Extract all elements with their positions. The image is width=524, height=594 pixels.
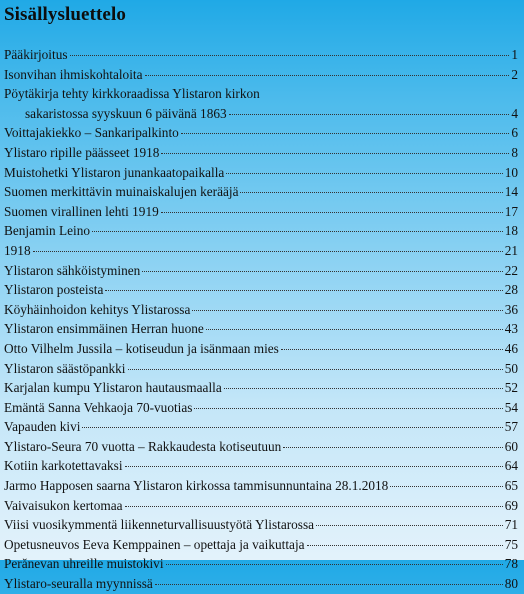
toc-entry-title: Jarmo Happosen saarna Ylistaron kirkossa tammisunnuntaina 28.1.2018 bbox=[4, 478, 389, 494]
toc-entry-page-number: 50 bbox=[504, 360, 518, 376]
dot-leader bbox=[206, 328, 503, 330]
toc-entry[interactable] bbox=[4, 378, 518, 398]
toc-entry-title: Pöytäkirja tehty kirkkoraadissa Ylistaron kirkon bbox=[4, 86, 260, 102]
toc-entry[interactable] bbox=[4, 300, 518, 320]
dot-leader bbox=[70, 54, 510, 56]
dot-leader bbox=[128, 368, 503, 370]
toc-entry-page-number: 78 bbox=[504, 556, 518, 572]
toc-entry-title: Ylistaro ripille päässeet 1918 bbox=[4, 144, 160, 160]
toc-entry-title: Ylistaron säästöpankki bbox=[4, 360, 126, 376]
dot-leader bbox=[390, 485, 502, 487]
toc-entry-page-number: 75 bbox=[504, 536, 518, 552]
dot-leader bbox=[283, 446, 502, 448]
dot-leader bbox=[82, 426, 502, 428]
toc-entry[interactable] bbox=[4, 280, 518, 300]
toc-entry-title: Suomen virallinen lehti 1919 bbox=[4, 203, 159, 219]
toc-entry-page-number: 64 bbox=[504, 458, 518, 474]
dot-leader bbox=[316, 524, 503, 526]
toc-entry[interactable] bbox=[4, 143, 518, 163]
toc-entry-page-number: 21 bbox=[504, 242, 518, 258]
toc-entry-page-number: 71 bbox=[504, 517, 518, 533]
toc-entry-page-number: 52 bbox=[504, 380, 518, 396]
toc-entry[interactable] bbox=[4, 456, 518, 476]
toc-entry[interactable] bbox=[4, 163, 518, 183]
dot-leader bbox=[155, 583, 503, 585]
toc-entry-page-number: 17 bbox=[504, 203, 518, 219]
dot-leader bbox=[125, 505, 503, 507]
toc-entry-title: Ylistaron sähköistyminen bbox=[4, 262, 141, 278]
toc-entry-page-number: 18 bbox=[504, 223, 518, 239]
toc-entry[interactable] bbox=[4, 437, 518, 457]
toc-entry-title: Ylistaron posteista bbox=[4, 282, 104, 298]
toc-entry[interactable] bbox=[4, 359, 518, 379]
toc-entry-title: Ylistaron ensimmäinen Herran huone bbox=[4, 321, 204, 337]
toc-entry-title: Perănevan uhreille muistokivi bbox=[4, 556, 164, 572]
toc-entry-title: Köyhäinhoidon kehitys Ylistarossa bbox=[4, 301, 191, 317]
toc-entry[interactable] bbox=[4, 261, 518, 281]
dot-leader bbox=[194, 407, 502, 409]
toc-entry[interactable] bbox=[4, 515, 518, 535]
toc-entry[interactable] bbox=[4, 535, 518, 555]
dot-leader bbox=[33, 250, 503, 252]
toc-entry-title: Emäntä Sanna Vehkaoja 70-vuotias bbox=[4, 399, 193, 415]
toc-entry-title: Viisi vuosikymmentä liikenneturvallisuustyötä Ylistarossa bbox=[4, 517, 315, 533]
toc-entry-page-number: 57 bbox=[504, 419, 518, 435]
toc-entry-title: Voittajakiekko – Sankaripalkinto bbox=[4, 125, 179, 141]
toc-entry-page-number: 4 bbox=[511, 105, 518, 121]
dot-leader bbox=[281, 348, 503, 350]
toc-entry[interactable] bbox=[4, 319, 518, 339]
toc-entry[interactable] bbox=[4, 398, 518, 418]
toc-entry-title: Otto Vilhelm Jussila – kotiseudun ja isänmaan mies bbox=[4, 340, 279, 356]
page-title: Sisällysluettelo bbox=[4, 4, 126, 25]
toc-entry[interactable] bbox=[4, 417, 518, 437]
toc-entry[interactable] bbox=[4, 45, 518, 65]
toc-entry-page-number: 80 bbox=[504, 576, 518, 592]
toc-entry[interactable] bbox=[4, 574, 518, 594]
toc-entry[interactable] bbox=[4, 84, 518, 123]
toc-entry[interactable] bbox=[4, 123, 518, 143]
dot-leader bbox=[105, 289, 502, 291]
toc-entry[interactable] bbox=[4, 182, 518, 202]
dot-leader bbox=[224, 387, 503, 389]
toc-entry-title: Vaivaisukon kertomaa bbox=[4, 497, 123, 513]
toc-entry[interactable] bbox=[4, 221, 518, 241]
toc-entry-page-number: 43 bbox=[504, 321, 518, 337]
toc-entry-page-number: 69 bbox=[504, 497, 518, 513]
toc-entry-page-number: 46 bbox=[504, 340, 518, 356]
toc-entry-page-number: 65 bbox=[504, 478, 518, 494]
toc-entry[interactable] bbox=[4, 476, 518, 496]
toc-entry-title: Ylistaro-Seura 70 vuotta – Rakkaudesta kotiseutuun bbox=[4, 438, 282, 454]
dot-leader bbox=[307, 544, 503, 546]
toc-entry-title: Muistohetki Ylistaron junankaatopaikalla bbox=[4, 164, 225, 180]
dot-leader bbox=[240, 191, 502, 193]
toc-entry-title: Karjalan kumpu Ylistaron hautausmaalla bbox=[4, 380, 222, 396]
toc-entry-page-number: 36 bbox=[504, 301, 518, 317]
toc-entry[interactable] bbox=[4, 496, 518, 516]
toc-entry-page-number: 8 bbox=[511, 144, 518, 160]
toc-entry-title-continued: sakaristossa syyskuun 6 päivänä 1863 bbox=[25, 105, 227, 121]
dot-leader bbox=[145, 74, 510, 76]
toc-entry-title: Suomen merkittävin muinaiskalujen kerääjä bbox=[4, 184, 239, 200]
toc-entry[interactable] bbox=[4, 241, 518, 261]
toc-entry-page-number: 14 bbox=[504, 184, 518, 200]
toc-entry-page-number: 6 bbox=[511, 125, 518, 141]
toc-entry-page-number: 28 bbox=[504, 282, 518, 298]
toc-entry-page-number: 60 bbox=[504, 438, 518, 454]
dot-leader bbox=[229, 113, 510, 115]
toc-entry-page-number: 2 bbox=[511, 66, 518, 82]
toc-entry[interactable] bbox=[4, 202, 518, 222]
dot-leader bbox=[192, 309, 502, 311]
toc-entry-page-number: 10 bbox=[504, 164, 518, 180]
toc-entry-title: Kotiin karkotettavaksi bbox=[4, 458, 123, 474]
toc-entry-page-number: 22 bbox=[504, 262, 518, 278]
dot-leader bbox=[161, 152, 509, 154]
toc-entry-page-number: 54 bbox=[504, 399, 518, 415]
toc-entry-title: Opetusneuvos Eeva Kemppainen – opettaja ja vaikuttaja bbox=[4, 536, 305, 552]
toc-entry-title: Pääkirjoitus bbox=[4, 47, 68, 62]
toc-entry-page-number: 1 bbox=[511, 47, 518, 62]
dot-leader bbox=[92, 230, 503, 232]
toc-entry-title: Ylistaro-seuralla myynnissä bbox=[4, 576, 153, 592]
toc-list bbox=[4, 45, 518, 594]
toc-entry[interactable] bbox=[4, 65, 518, 85]
dot-leader bbox=[226, 172, 502, 174]
dot-leader bbox=[161, 211, 503, 213]
toc-entry-title: Benjamin Leino bbox=[4, 223, 91, 239]
dot-leader bbox=[142, 270, 502, 272]
toc-entry-title: Isonvihan ihmiskohtaloita bbox=[4, 66, 143, 82]
toc-entry-title: Vapauden kivi bbox=[4, 419, 81, 435]
dot-leader bbox=[166, 563, 503, 565]
toc-entry-title: 1918 bbox=[4, 242, 31, 258]
toc-entry[interactable] bbox=[4, 339, 518, 359]
toc-entry[interactable] bbox=[4, 554, 518, 574]
dot-leader bbox=[125, 465, 503, 467]
dot-leader bbox=[181, 132, 510, 134]
